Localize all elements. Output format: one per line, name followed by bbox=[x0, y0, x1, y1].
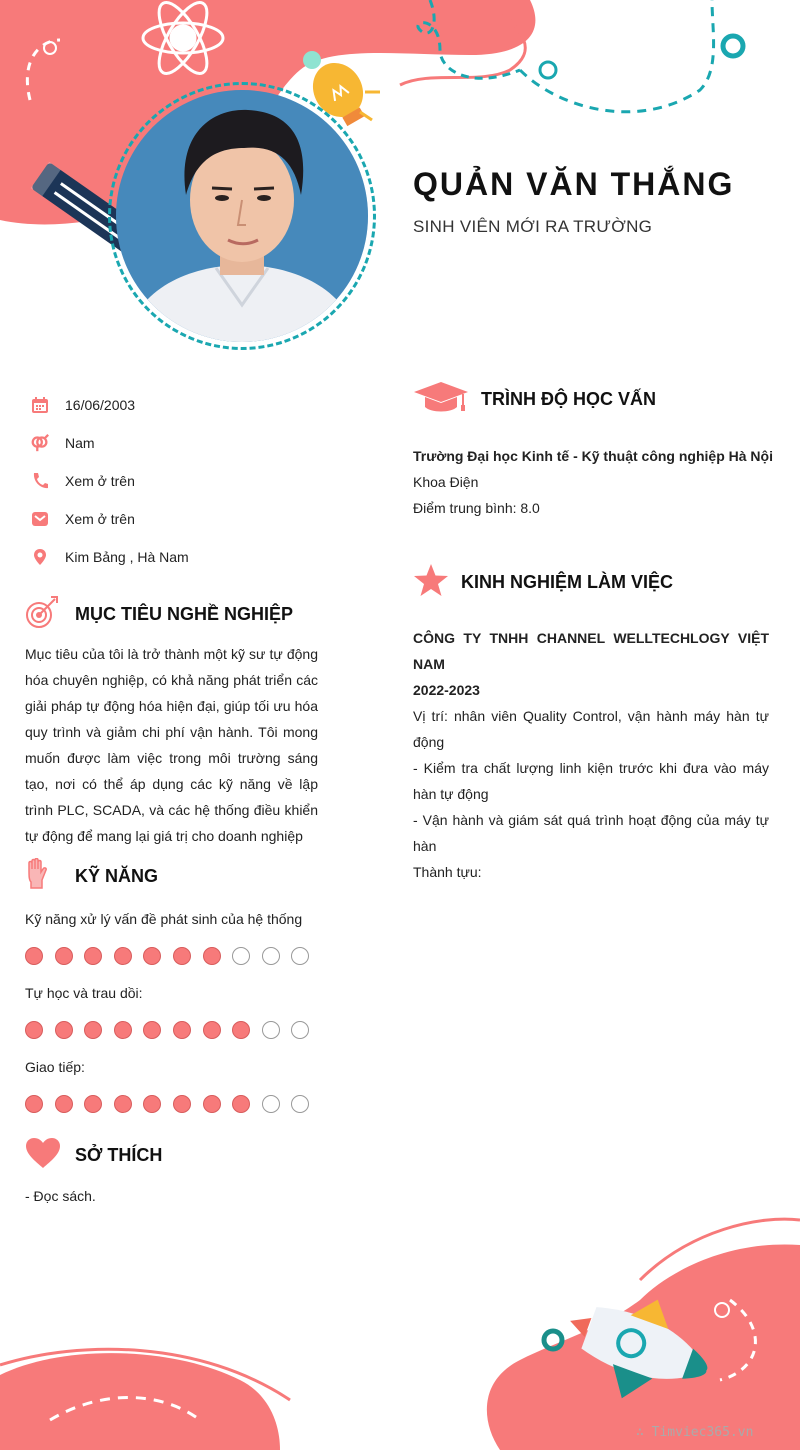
skill-dot-filled bbox=[25, 947, 43, 965]
skill-dot-filled bbox=[84, 947, 102, 965]
skill-rating bbox=[25, 1095, 321, 1113]
education-details bbox=[413, 443, 773, 521]
experience-company: CÔNG TY TNHH CHANNEL WELLTECHLOGY VIỆT NAM bbox=[413, 630, 769, 672]
avatar bbox=[116, 90, 368, 342]
email-icon bbox=[30, 509, 50, 529]
skill-dot-filled bbox=[114, 947, 132, 965]
skill-dot-filled bbox=[114, 1021, 132, 1039]
skill-dot-filled bbox=[173, 1021, 191, 1039]
contact-birthday bbox=[30, 386, 189, 424]
skill-dot-filled bbox=[25, 1021, 43, 1039]
candidate-name: QUẢN VĂN THẮNG bbox=[413, 166, 735, 202]
target-icon bbox=[25, 595, 75, 634]
skill-label: Tự học và trau dồi: bbox=[25, 985, 143, 1001]
gender-icon bbox=[30, 433, 50, 453]
skills-title: KỸ NĂNG bbox=[75, 866, 159, 886]
contact-phone-text: Xem ở trên bbox=[65, 473, 135, 489]
hobbies-text: - Đọc sách. bbox=[25, 1188, 96, 1204]
skill-dot-filled bbox=[203, 1021, 221, 1039]
contact-gender-text: Nam bbox=[65, 435, 95, 451]
skill-dot-empty bbox=[291, 1021, 309, 1039]
skill-dot-filled bbox=[55, 1021, 73, 1039]
skill-dot-filled bbox=[203, 1095, 221, 1113]
skill-label: Kỹ năng xử lý vấn đề phát sinh của hệ thống bbox=[25, 911, 303, 927]
watermark: ∴ Timviec365.vn bbox=[636, 1425, 754, 1440]
education-gpa: Điểm trung bình: 8.0 bbox=[413, 500, 540, 516]
contact-email-text: Xem ở trên bbox=[65, 511, 135, 527]
contact-gender bbox=[30, 424, 189, 462]
skill-dot-filled bbox=[84, 1095, 102, 1113]
skill-dot-filled bbox=[173, 1095, 191, 1113]
skill-dot-filled bbox=[232, 1021, 250, 1039]
skill-dot-empty bbox=[262, 1095, 280, 1113]
skill-dot-filled bbox=[55, 947, 73, 965]
skill-dot-filled bbox=[143, 1095, 161, 1113]
experience-line: Vị trí: nhân viên Quality Control, vận hành máy hàn tự động bbox=[413, 708, 769, 750]
skill-dot-empty bbox=[262, 1021, 280, 1039]
experience-line: - Kiểm tra chất lượng linh kiện trước khi đưa vào máy hàn tự động bbox=[413, 760, 769, 802]
skill-dot-filled bbox=[55, 1095, 73, 1113]
hand-icon bbox=[25, 858, 75, 895]
education-title: TRÌNH ĐỘ HỌC VẤN bbox=[481, 389, 656, 409]
skill-dot-empty bbox=[262, 947, 280, 965]
contact-phone bbox=[30, 462, 189, 500]
experience-details bbox=[413, 625, 769, 885]
skill-dot-filled bbox=[173, 947, 191, 965]
contact-address bbox=[30, 538, 189, 576]
education-school: Trường Đại học Kinh tế - Kỹ thuật công nghiệp Hà Nội bbox=[413, 448, 773, 464]
experience-line: - Vận hành và giám sát quá trình hoạt động của máy tự hàn bbox=[413, 812, 769, 854]
objective-text: Mục tiêu của tôi là trở thành một kỹ sư tự động hóa chuyên nghiệp, có khả năng phát triển các giải pháp tự động hóa hiện đại, giúp tối ưu hóa quy trình và giảm chi phí vận hành. Tôi mong muốn được làm việc trong môi trường sáng tạo, nơi có thể áp dụng các kỹ năng về lập trình PLC, SCADA, và các hệ thống điều khiển tự động để mang lại giá trị cho doanh nghiệp bbox=[25, 646, 318, 844]
heart-icon bbox=[25, 1137, 75, 1174]
hobbies-heading bbox=[25, 1137, 162, 1174]
skill-dot-empty bbox=[291, 947, 309, 965]
experience-line: Thành tựu: bbox=[413, 864, 482, 880]
contact-address-text: Kim Bảng , Hà Nam bbox=[65, 549, 189, 565]
objective-heading bbox=[25, 595, 293, 634]
star-icon bbox=[413, 563, 461, 602]
location-icon bbox=[30, 547, 50, 567]
skill-rating bbox=[25, 947, 321, 965]
skill-dot-empty bbox=[232, 947, 250, 965]
candidate-title: SINH VIÊN MỚI RA TRƯỜNG bbox=[413, 217, 653, 236]
contact-birthday-text: 16/06/2003 bbox=[65, 397, 136, 413]
skill-dot-filled bbox=[84, 1021, 102, 1039]
phone-icon bbox=[30, 471, 50, 491]
education-faculty: Khoa Điện bbox=[413, 474, 479, 490]
skill-rating bbox=[25, 1021, 321, 1039]
skill-dot-filled bbox=[114, 1095, 132, 1113]
hobbies-title: SỞ THÍCH bbox=[75, 1145, 163, 1165]
experience-period: 2022-2023 bbox=[413, 682, 480, 698]
skill-dot-empty bbox=[291, 1095, 309, 1113]
calendar-icon bbox=[30, 395, 50, 415]
objective-title: MỤC TIÊU NGHỀ NGHIỆP bbox=[75, 604, 294, 624]
skill-label: Giao tiếp: bbox=[25, 1059, 85, 1075]
experience-title: KINH NGHIỆM LÀM VIỆC bbox=[461, 572, 674, 592]
experience-heading bbox=[413, 563, 673, 602]
graduation-cap-icon bbox=[413, 380, 481, 419]
education-heading bbox=[413, 380, 656, 419]
skill-dot-filled bbox=[25, 1095, 43, 1113]
contact-email bbox=[30, 500, 189, 538]
skill-dot-filled bbox=[203, 947, 221, 965]
skill-dot-filled bbox=[232, 1095, 250, 1113]
skill-dot-filled bbox=[143, 1021, 161, 1039]
contact-list bbox=[30, 386, 189, 576]
skill-dot-filled bbox=[143, 947, 161, 965]
skills-heading bbox=[25, 858, 158, 895]
